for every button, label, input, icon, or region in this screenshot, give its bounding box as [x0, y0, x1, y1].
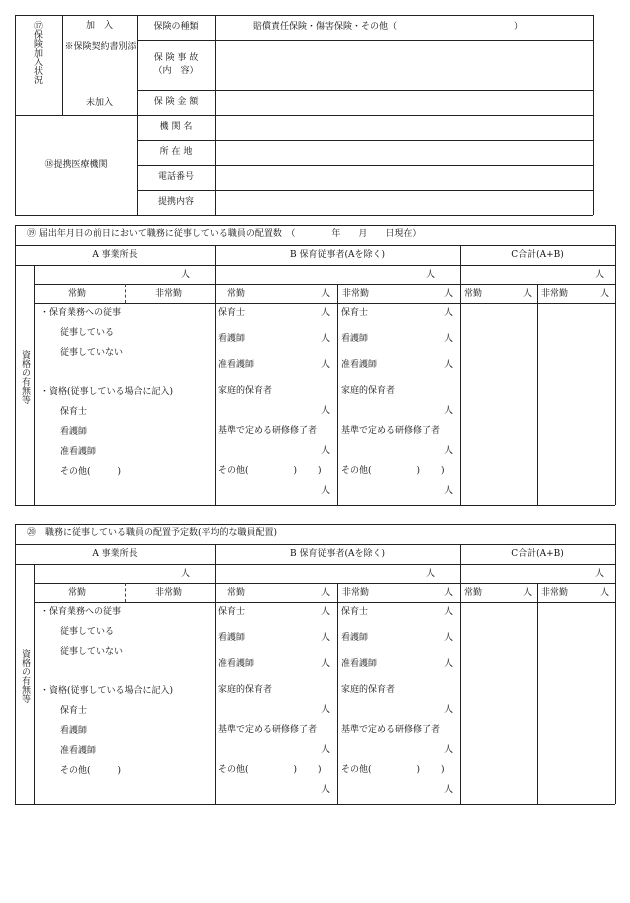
staff-planned-b-fulltime-item: 看護師: [218, 633, 246, 643]
staff-current-rule: [337, 284, 338, 505]
staff-current-b-parttime-item: 看護師: [341, 334, 369, 344]
staff-planned-b-parttime-other-close: ): [441, 765, 445, 775]
staff-planned-a-total-unit: 人: [180, 569, 190, 579]
staff-planned-b-parttime-item-unit: 人: [443, 607, 453, 617]
staff-current-a-item: 従事している: [60, 328, 115, 338]
staff-planned-b-fulltime-item-unit: 人: [320, 607, 330, 617]
staff-current-c-fulltime-unit: 人: [522, 289, 532, 299]
medical-phone-label: 電話番号: [157, 172, 194, 182]
staff-current-a-item: 従事していない: [60, 348, 124, 358]
staff-current-b-fulltime-other-close: ): [318, 466, 322, 476]
staff-planned-rule: [34, 564, 35, 804]
staff-planned-b-fulltime-item-unit: 人: [320, 705, 330, 715]
staff-current-rule: [34, 284, 615, 285]
staff-current-b-parttime-unit: 人: [443, 289, 453, 299]
staff-current-rule: [15, 225, 16, 505]
staff-planned-b-parttime-item: 保育士: [341, 607, 369, 617]
staff-planned-b-fulltime-item-unit: 人: [320, 659, 330, 669]
staff-planned-b-parttime-item-unit: 人: [443, 633, 453, 643]
staff-planned-a-item: その他( ): [60, 766, 122, 776]
staff-current-b-parttime-item-unit: 人: [443, 360, 453, 370]
insurance-contract-note: [64, 41, 137, 53]
staff-planned-rule: [34, 583, 615, 584]
staff-planned-col-c: C合計(A+B): [511, 549, 564, 559]
staff-current-col-a: A 事業所長: [92, 250, 138, 260]
staff-current-rule: [615, 225, 616, 505]
staff-planned-b-fulltime-item: 基準で定める研修修了者: [218, 725, 318, 735]
staff-planned-a-fulltime: 常勤: [68, 588, 87, 598]
staff-planned-a-item: ・保育業務への従事: [40, 607, 122, 617]
staff-planned-dash-rule: [125, 583, 126, 602]
staff-planned-title: ⑳ 職務に従事している職員の配置予定数(平均的な職員配置): [27, 528, 278, 538]
insurance-section-label: ⑰保険加入状況: [32, 21, 42, 84]
staff-current-b-parttime-item: 准看護師: [341, 360, 378, 370]
staff-planned-b-parttime-item-unit: 人: [443, 785, 453, 795]
insurance-contract-note-text: ※保険契約書別添: [64, 42, 137, 52]
staff-current-b-fulltime-item-unit: 人: [320, 446, 330, 456]
staff-current-rule: [15, 505, 615, 506]
medical-name-label: 機 関 名: [159, 122, 193, 132]
insurance-type-value: 賠償責任保険・傷害保険・その他（ ）: [253, 22, 524, 32]
staff-current-b-fulltime-item-unit: 人: [320, 406, 330, 416]
staff-current-b-parttime-item-unit: 人: [443, 486, 453, 496]
staff-planned-b-parttime-item: 看護師: [341, 633, 369, 643]
staff-planned-b-parttime-item: 家庭的保育者: [341, 685, 396, 695]
staff-planned-b-parttime-item-unit: 人: [443, 659, 453, 669]
staff-planned-c-fulltime: 常勤: [464, 588, 483, 598]
staff-planned-b-parttime-item: 基準で定める研修修了者: [341, 725, 441, 735]
staff-current-a-item: ・保育業務への従事: [40, 308, 122, 318]
staff-planned-rule: [15, 564, 615, 565]
insurance-type-label: 保険の種類: [153, 22, 199, 32]
staff-current-rule: [537, 284, 538, 505]
staff-current-b-fulltime-item: 准看護師: [218, 360, 255, 370]
staff-current-b-fulltime-item-unit: 人: [320, 308, 330, 318]
staff-planned-c-total-unit: 人: [594, 569, 604, 579]
staff-current-a-item: ・資格(従事している場合に記入): [40, 387, 174, 397]
staff-current-b-fulltime-unit: 人: [320, 289, 330, 299]
staff-current-c-total-unit: 人: [594, 270, 604, 280]
staff-planned-rule: [15, 544, 615, 545]
staff-current-b-parttime-item-unit: 人: [443, 334, 453, 344]
staff-current-b-parttime-item-unit: 人: [443, 308, 453, 318]
staff-planned-col-b: B 保育従事者(Aを除く): [290, 549, 385, 559]
medical-address-label: 所 在 地: [159, 147, 193, 157]
insurance-joined-label: 加 入: [85, 21, 113, 31]
staff-current-b-fulltime-item: その他( ): [218, 466, 298, 476]
staff-planned-rule: [460, 544, 461, 804]
staff-current-rule: [15, 245, 615, 246]
staff-current-a-item: その他( ): [60, 467, 122, 477]
staff-current-rule: [34, 265, 35, 505]
staff-current-b-parttime-item: 家庭的保育者: [341, 386, 396, 396]
staff-planned-rule: [615, 524, 616, 804]
insurance-accident-label: 保 険 事 故: [153, 53, 199, 63]
staff-planned-b-fulltime-item: 准看護師: [218, 659, 255, 669]
staff-current-c-parttime-unit: 人: [599, 289, 609, 299]
staff-planned-rule: [215, 544, 216, 804]
staff-planned-b-fulltime-item-unit: 人: [320, 633, 330, 643]
staff-current-a-total-unit: 人: [180, 270, 190, 280]
staff-current-rule: [15, 225, 615, 226]
staff-current-rule: [34, 303, 615, 304]
staff-planned-rule: [337, 583, 338, 804]
staff-planned-a-item: 従事していない: [60, 647, 124, 657]
staff-current-b-fulltime-item-unit: 人: [320, 360, 330, 370]
staff-planned-c-parttime: 非常勤: [541, 588, 569, 598]
staff-current-rule: [460, 245, 461, 505]
staff-planned-b-parttime-item-unit: 人: [443, 705, 453, 715]
staff-current-a-item: 看護師: [60, 427, 88, 437]
staff-planned-a-item: 准看護師: [60, 746, 97, 756]
staff-current-b-total-unit: 人: [425, 270, 435, 280]
staff-current-b-parttime-item: 基準で定める研修修了者: [341, 426, 441, 436]
staff-planned-a-item: 保育士: [60, 706, 88, 716]
staff-current-b-fulltime-item: 家庭的保育者: [218, 386, 273, 396]
staff-current-col-c: C合計(A+B): [511, 250, 564, 260]
staff-current-c-parttime: 非常勤: [541, 289, 569, 299]
staff-current-b-parttime-item-unit: 人: [443, 406, 453, 416]
staff-planned-a-parttime: 非常勤: [155, 588, 183, 598]
staff-current-a-item: 准看護師: [60, 447, 97, 457]
staff-planned-b-fulltime-other-close: ): [318, 765, 322, 775]
insurance-not-joined-label: 未加入: [85, 98, 113, 108]
staff-planned-b-fulltime-item-unit: 人: [320, 785, 330, 795]
staff-planned-b-fulltime-item: その他( ): [218, 765, 298, 775]
staff-current-b-fulltime-item: 保育士: [218, 308, 246, 318]
staff-planned-a-item: ・資格(従事している場合に記入): [40, 686, 174, 696]
staff-current-b-fulltime-item-unit: 人: [320, 334, 330, 344]
staff-planned-b-fulltime-item: 家庭的保育者: [218, 685, 273, 695]
medical-content-label: 提携内容: [157, 197, 194, 207]
staff-planned-b-parttime: 非常勤: [342, 588, 370, 598]
staff-current-side-label: 資格の有無等: [20, 350, 30, 404]
staff-planned-rule: [34, 602, 615, 603]
staff-planned-side-label: 資格の有無等: [20, 649, 30, 703]
insurance-accident-sub-label: （内 容）: [153, 66, 199, 76]
staff-planned-b-fulltime: 常勤: [227, 588, 246, 598]
staff-current-col-b: B 保育従事者(Aを除く): [290, 250, 385, 260]
staff-current-rule: [215, 245, 216, 505]
staff-planned-rule: [15, 524, 16, 804]
staff-current-b-parttime: 非常勤: [342, 289, 370, 299]
staff-current-title: ⑲ 届出年月日の前日において職務に従事している職員の配置数 （ 年 月 日現在）: [27, 229, 422, 239]
staff-current-a-fulltime: 常勤: [68, 289, 87, 299]
medical-section-label: ⑱提携医療機関: [44, 160, 108, 170]
staff-planned-col-a: A 事業所長: [92, 549, 138, 559]
staff-planned-b-total-unit: 人: [425, 569, 435, 579]
insurance-amount-label: 保 険 金 額: [153, 97, 199, 107]
staff-planned-a-item: 従事している: [60, 627, 115, 637]
staff-planned-b-parttime-item: その他( ): [341, 765, 421, 775]
staff-current-b-parttime-item: 保育士: [341, 308, 369, 318]
staff-planned-b-parttime-item-unit: 人: [443, 745, 453, 755]
staff-current-b-parttime-item-unit: 人: [443, 446, 453, 456]
staff-planned-b-parttime-item: 准看護師: [341, 659, 378, 669]
staff-current-b-fulltime: 常勤: [227, 289, 246, 299]
staff-current-b-fulltime-item: 看護師: [218, 334, 246, 344]
staff-planned-b-fulltime-unit: 人: [320, 588, 330, 598]
staff-planned-b-parttime-unit: 人: [443, 588, 453, 598]
staff-planned-rule: [537, 583, 538, 804]
staff-current-a-parttime: 非常勤: [155, 289, 183, 299]
staff-planned-rule: [15, 804, 615, 805]
staff-planned-c-fulltime-unit: 人: [522, 588, 532, 598]
staff-current-b-fulltime-item-unit: 人: [320, 486, 330, 496]
staff-planned-b-fulltime-item-unit: 人: [320, 745, 330, 755]
staff-current-rule: [15, 265, 615, 266]
staff-current-c-fulltime: 常勤: [464, 289, 483, 299]
staff-planned-rule: [15, 524, 615, 525]
staff-current-b-parttime-other-close: ): [441, 466, 445, 476]
staff-planned-b-fulltime-item: 保育士: [218, 607, 246, 617]
staff-planned-a-item: 看護師: [60, 726, 88, 736]
staff-current-dash-rule: [125, 284, 126, 303]
staff-current-a-item: 保育士: [60, 407, 88, 417]
staff-current-b-fulltime-item: 基準で定める研修修了者: [218, 426, 318, 436]
staff-planned-c-parttime-unit: 人: [599, 588, 609, 598]
staff-current-b-parttime-item: その他( ): [341, 466, 421, 476]
